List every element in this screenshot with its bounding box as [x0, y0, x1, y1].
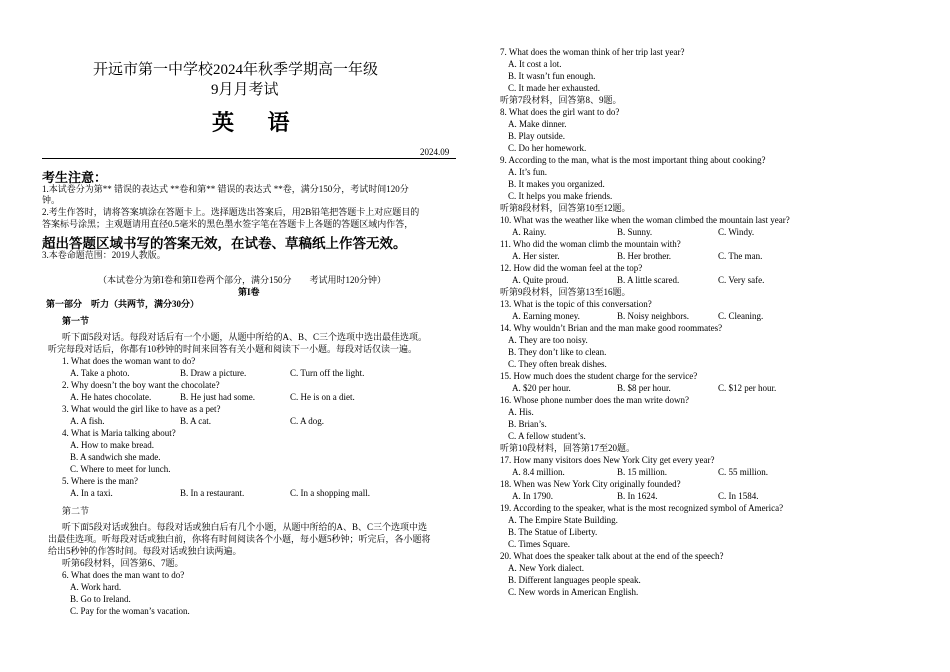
notice-warning: 超出答题区域书写的答案无效，在试卷、草稿纸上作答无效。: [42, 236, 407, 251]
exam-title: 9月月考试: [211, 82, 279, 98]
subject-title: 英 语: [212, 110, 304, 135]
option-c: C. It helps you make friends.: [508, 191, 613, 201]
option-c: C. 55 million.: [718, 467, 769, 477]
question-3: 3. What would the girl like to have as a pet?: [62, 404, 221, 414]
option-b: B. In a restaurant.: [180, 488, 245, 498]
material-label: 听第7段材料，回答第8、9题。: [500, 95, 622, 105]
exam-info: （本试卷分为第I卷和第II卷两个部分，满分150分 考试用时120分钟）: [98, 275, 386, 285]
question-4: 4. What is Maria talking about?: [62, 428, 176, 438]
question-13: 13. What is the topic of this conversation?: [500, 299, 652, 309]
option-a: A. Quite proud.: [512, 275, 569, 285]
option-c: C. Times Square.: [508, 539, 571, 549]
question-19: 19. According to the speaker, what is the most recognized symbol of America?: [500, 503, 784, 513]
notice-title: 考生注意：: [42, 170, 108, 185]
section-two-instruction-cont2: 给出5秒钟的作答时间。每段对话或独白读两遍。: [48, 546, 242, 556]
option-b: B. It makes you organized.: [508, 179, 605, 189]
material-label-6: 听第6段材料，回答第6、7题。: [62, 558, 184, 568]
option-b: B. It wasn’t fun enough.: [508, 71, 596, 81]
option-c: C. Cleaning.: [718, 311, 764, 321]
option-a: A. Rainy.: [512, 227, 547, 237]
volume-title: 第I卷: [238, 287, 260, 297]
header-rule: [42, 158, 456, 159]
option-a: A. It’s fun.: [508, 167, 547, 177]
option-b: B. 15 million.: [617, 467, 668, 477]
option-b: B. Different languages people speak.: [508, 575, 641, 585]
option-c: C. Windy.: [718, 227, 755, 237]
option-a: A. 8.4 million.: [512, 467, 565, 477]
section-one-instruction-cont: 听完每段对话后，你都有10秒钟的时间来回答有关小题和阅读下一小题。每段对话仅读一遍。: [48, 344, 418, 354]
question-7: 7. What does the woman think of her trip last year?: [500, 47, 685, 57]
question-12: 12. How did the woman feel at the top?: [500, 263, 643, 273]
option-c: C. A fellow student’s.: [508, 431, 586, 441]
section-two-instruction-cont: 出最佳选项。听每段对话或独白前，你将有时间阅读各个小题，每小题5秒钟；听完后，各小题将: [48, 534, 431, 544]
option-a: A. The Empire State Building.: [508, 515, 618, 525]
option-b: B. He just had some.: [180, 392, 255, 402]
question-16: 16. Whose phone number does the man write down?: [500, 395, 690, 405]
section-two-title: 第二节: [62, 506, 90, 516]
section-one-instruction: 听下面5段对话。每段对话后有一个小题，从题中所给的A、B、C三个选项中选出最佳选项。: [62, 332, 428, 342]
question-6: 6. What does the man want to do?: [62, 570, 185, 580]
option-c: C. He is on a diet.: [290, 392, 355, 402]
option-a: A. Her sister.: [512, 251, 560, 261]
option-a: A. In a taxi.: [70, 488, 113, 498]
option-c: C. New words in American English.: [508, 587, 639, 597]
option-c: C. It made her exhausted.: [508, 83, 600, 93]
option-a: A. How to make bread.: [70, 440, 154, 450]
option-b: B. Noisy neighbors.: [617, 311, 689, 321]
option-b: B. A cat.: [180, 416, 211, 426]
option-a: A. Make dinner.: [508, 119, 567, 129]
option-c: C. Do her homework.: [508, 143, 587, 153]
notice-item-2: 2.考生作答时，请将答案填涂在答题卡上。选择题选出答案后，用2B铅笔把答题卡上对应题目的: [42, 207, 420, 217]
option-b: B. Go to Ireland.: [70, 594, 131, 604]
option-c: C. Pay for the woman’s vacation.: [70, 606, 190, 616]
question-11: 11. Who did the woman climb the mountain with?: [500, 239, 681, 249]
exam-date: 2024.09: [420, 147, 450, 157]
notice-item-2-cont: 答案标号涂黑；主观题请用直径0.5毫米的黑色墨水签字笔在答题卡上各题的答题区域内作答，: [42, 219, 414, 229]
option-c: C. The man.: [718, 251, 763, 261]
option-a: A. A fish.: [70, 416, 105, 426]
option-c: C. A dog.: [290, 416, 325, 426]
question-14: 14. Why wouldn’t Brian and the man make good roommates?: [500, 323, 723, 333]
option-b: B. Sunny.: [617, 227, 653, 237]
notice-item-1: 1.本试卷分为第** 错误的表达式 **卷和第** 错误的表达式 **卷，满分150分，考试时间120分: [42, 184, 409, 194]
option-b: B. In 1624.: [617, 491, 658, 501]
question-1: 1. What does the woman want to do?: [62, 356, 196, 366]
option-b: B. Brian’s.: [508, 419, 547, 429]
option-a: A. Earning money.: [512, 311, 580, 321]
option-b: B. A little scared.: [617, 275, 680, 285]
option-a: A. Work hard.: [70, 582, 122, 592]
option-a: A. They are too noisy.: [508, 335, 588, 345]
option-a: A. New York dialect.: [508, 563, 584, 573]
option-c: C. In a shopping mall.: [290, 488, 370, 498]
option-c: C. They often break dishes.: [508, 359, 607, 369]
notice-item-1-cont: 钟。: [42, 195, 61, 205]
question-9: 9. According to the man, what is the most important thing about cooking?: [500, 155, 766, 165]
option-c: C. Very safe.: [718, 275, 765, 285]
option-c: C. Where to meet for lunch.: [70, 464, 171, 474]
question-5: 5. Where is the man?: [62, 476, 139, 486]
material-label: 听第8段材料，回答第10至12题。: [500, 203, 631, 213]
part-one-title: 第一部分 听力（共两节，满分30分）: [46, 299, 200, 309]
option-a: A. Take a photo.: [70, 368, 130, 378]
question-17: 17. How many visitors does New York City get every year?: [500, 455, 715, 465]
option-b: B. Draw a picture.: [180, 368, 247, 378]
question-2: 2. Why doesn’t the boy want the chocolate?: [62, 380, 220, 390]
option-b: B. The Statue of Liberty.: [508, 527, 598, 537]
option-c: C. $12 per hour.: [718, 383, 777, 393]
question-8: 8. What does the girl want to do?: [500, 107, 620, 117]
material-label: 听第9段材料，回答第13至16题。: [500, 287, 631, 297]
option-c: C. Turn off the light.: [290, 368, 365, 378]
option-b: B. A sandwich she made.: [70, 452, 161, 462]
question-15: 15. How much does the student charge for the service?: [500, 371, 698, 381]
option-a: A. $20 per hour.: [512, 383, 571, 393]
material-label: 听第10段材料，回答第17至20题。: [500, 443, 636, 453]
notice-item-3: 3.本卷命题范围：2019人教版。: [42, 250, 166, 260]
section-one-title: 第一节: [62, 316, 90, 326]
option-a: A. In 1790.: [512, 491, 553, 501]
question-18: 18. When was New York City originally founded?: [500, 479, 681, 489]
option-c: C. In 1584.: [718, 491, 759, 501]
option-a: A. His.: [508, 407, 534, 417]
question-10: 10. What was the weather like when the woman climbed the mountain last year?: [500, 215, 790, 225]
option-a: A. He hates chocolate.: [70, 392, 152, 402]
option-b: B. Her brother.: [617, 251, 671, 261]
option-b: B. They don’t like to clean.: [508, 347, 607, 357]
option-a: A. It cost a lot.: [508, 59, 562, 69]
section-two-instruction: 听下面5段对话或独白。每段对话或独白后有几个小题，从题中所给的A、B、C三个选项中选: [62, 522, 428, 532]
option-b: B. $8 per hour.: [617, 383, 671, 393]
school-title: 开远市第一中学校2024年秋季学期高一年级: [93, 62, 379, 78]
question-20: 20. What does the speaker talk about at the end of the speech?: [500, 551, 724, 561]
option-b: B. Play outside.: [508, 131, 566, 141]
